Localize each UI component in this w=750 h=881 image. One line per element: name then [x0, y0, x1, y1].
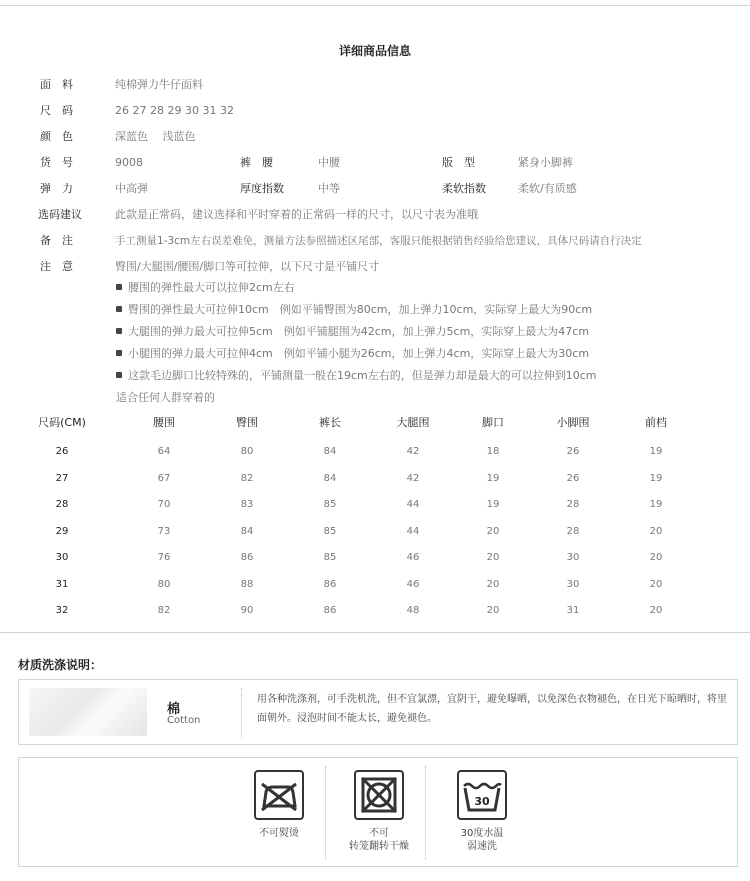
size-table-header: [0, 414, 750, 430]
table-cell: 42: [406, 472, 420, 484]
spec-row-fabric: [0, 77, 750, 93]
table-cell: 20: [486, 525, 500, 537]
table-cell: 20: [649, 525, 663, 537]
table-cell: 26: [566, 446, 580, 457]
spec-row-remark: [0, 233, 750, 249]
header-cell: 脚口: [482, 416, 504, 429]
table-cell: 80: [157, 578, 171, 590]
spec-label: 裤 腰: [240, 156, 273, 169]
bullet-icon: [116, 306, 122, 312]
table-cell: 29: [55, 525, 69, 537]
table-cell: 18: [486, 446, 500, 457]
table-cell: 70: [157, 499, 171, 510]
table-cell: 31: [55, 578, 69, 590]
table-cell: 80: [240, 446, 254, 457]
table-cell: 19: [649, 499, 663, 510]
header-cell: 臀围: [236, 416, 258, 429]
wash-temp-text: 30: [474, 795, 490, 808]
wash-symbols-box: [18, 757, 738, 867]
spec-label: 注 意: [40, 260, 73, 273]
table-cell: 31: [566, 605, 580, 616]
table-cell: 20: [486, 605, 500, 616]
header-cell: 尺码(CM): [38, 416, 86, 429]
spec-row-attention: [0, 259, 750, 275]
table-cell: 32: [55, 605, 69, 616]
table-row: [0, 526, 750, 540]
spec-label: 版 型: [442, 156, 475, 169]
spec-label: 备 注: [40, 234, 73, 247]
table-row: [0, 579, 750, 593]
note-item: 臀围的弹性最大可拉伸10cm 例如平铺臀围为80cm，加上弹力10cm，实际穿上最大为90cm: [116, 302, 592, 318]
table-cell: 84: [240, 525, 254, 537]
table-cell: 28: [55, 499, 69, 510]
wash-divider: [425, 766, 426, 860]
table-cell: 19: [486, 499, 500, 510]
spec-label: 货 号: [40, 156, 73, 169]
spec-label: 柔软指数: [442, 182, 486, 195]
table-cell: 30: [566, 578, 580, 590]
header-cell: 前档: [645, 416, 667, 429]
table-cell: 19: [486, 472, 500, 484]
table-cell: 20: [649, 578, 663, 590]
header-cell: 小脚围: [556, 416, 590, 429]
page-title: 详细商品信息: [338, 44, 411, 58]
spec-row-item: [0, 155, 750, 171]
table-cell: 46: [406, 578, 420, 590]
wash-30-label: 30度水温 弱速洗: [460, 828, 504, 852]
table-cell: 84: [323, 472, 337, 484]
spec-value: 中等: [318, 182, 340, 195]
table-row: [0, 446, 750, 460]
spec-value: 纯棉弹力牛仔面料: [115, 78, 203, 91]
note-item: 这款毛边脚口比较特殊的，平铺测量一般在19cm左右的，但是弹力却是最大的可以拉伸到10cm: [116, 368, 597, 384]
note-item: 小腿围的弹力最大可拉伸4cm 例如平铺小腿为26cm，加上弹力4cm，实际穿上最大为30cm: [116, 346, 589, 362]
no-iron-label: 不可熨烫: [259, 828, 299, 839]
table-cell: 88: [240, 578, 254, 590]
spec-value: 此款是正常码，建议选择和平时穿着的正常码一样的尺寸，以尺寸表为准哦: [115, 208, 478, 221]
care-title: 材质洗涤说明：: [18, 658, 103, 672]
header-cell: 大腿围: [396, 416, 430, 429]
section-divider: [0, 632, 750, 633]
spec-value: 柔软/有质感: [518, 182, 577, 195]
fabric-swatch-image: [29, 688, 147, 736]
wash-divider: [325, 766, 326, 860]
spec-row-stretch: [0, 181, 750, 197]
table-cell: 27: [55, 472, 69, 484]
no-tumble-dry-icon: [354, 770, 404, 820]
care-instructions: 用各种洗涤剂，可手洗机洗，但不宜氯漂，宜阴干，避免曝晒，以免深色衣物褪色，在日光下晾晒时，将里面朝外。浸泡时间不能太长，避免褪色。: [257, 694, 727, 724]
table-cell: 28: [566, 525, 580, 537]
table-cell: 44: [406, 499, 420, 510]
spec-value: 26 27 28 29 30 31 32: [115, 104, 234, 117]
spec-label: 尺 码: [40, 104, 73, 117]
spec-label: 厚度指数: [240, 182, 284, 195]
table-row: [0, 499, 750, 513]
table-cell: 20: [486, 578, 500, 590]
spec-value: 9008: [115, 156, 143, 169]
table-cell: 82: [157, 605, 171, 616]
table-row: [0, 473, 750, 487]
no-iron-icon: [254, 770, 304, 820]
table-cell: 73: [157, 525, 171, 537]
table-cell: 42: [406, 446, 420, 457]
header-cell: 腰围: [153, 416, 175, 429]
spec-value: 中腰: [318, 156, 340, 169]
table-cell: 67: [157, 472, 171, 484]
material-name-cn: 棉: [167, 702, 181, 717]
table-cell: 19: [649, 446, 663, 457]
spec-label: 颜 色: [40, 130, 73, 143]
table-cell: 76: [157, 552, 171, 563]
table-cell: 20: [486, 552, 500, 563]
spec-row-color: [0, 129, 750, 145]
spec-row-size-advice: [0, 207, 750, 223]
table-row: [0, 552, 750, 566]
table-cell: 26: [566, 472, 580, 484]
spec-value: 手工测量1-3cm左右误差难免，测量方法参照描述区尾部，客服只能根据销售经验给您建议，具体尺码请自行决定: [115, 235, 642, 247]
table-cell: 20: [649, 552, 663, 563]
top-divider: [0, 5, 750, 6]
table-cell: 26: [55, 446, 69, 457]
spec-label: 面 料: [40, 78, 73, 91]
no-tumble-dry-label: 不可 转笼翻转干燥: [349, 828, 409, 852]
spec-value: 中高弹: [115, 182, 148, 195]
material-name-en: Cotton: [167, 715, 201, 726]
table-cell: 48: [406, 605, 420, 616]
bullet-icon: [116, 284, 122, 290]
note-item: 大腿围的弹力最大可拉伸5cm 例如平铺腿围为42cm，加上弹力5cm，实际穿上最大为47cm: [116, 324, 589, 340]
material-box: [18, 679, 738, 745]
table-cell: 30: [566, 552, 580, 563]
table-cell: 90: [240, 605, 254, 616]
table-cell: 30: [55, 552, 69, 563]
spec-value: 深蓝色 浅蓝色: [115, 130, 196, 143]
spec-label: 弹 力: [40, 182, 73, 195]
table-row: [0, 605, 750, 619]
wash-30-icon: [457, 770, 507, 820]
spec-label: 选码建议: [38, 208, 82, 221]
table-cell: 85: [323, 525, 337, 537]
note-item: 腰围的弹性最大可以拉伸2cm左右: [116, 280, 295, 296]
material-divider: [241, 688, 242, 738]
table-cell: 85: [323, 552, 337, 563]
spec-value: 紧身小脚裤: [518, 156, 573, 169]
bullet-icon: [116, 372, 122, 378]
table-cell: 46: [406, 552, 420, 563]
table-cell: 44: [406, 525, 420, 537]
table-cell: 28: [566, 499, 580, 510]
table-cell: 86: [323, 578, 337, 590]
table-cell: 86: [323, 605, 337, 616]
table-cell: 84: [323, 446, 337, 457]
table-cell: 85: [323, 499, 337, 510]
table-cell: 20: [649, 605, 663, 616]
table-cell: 19: [649, 472, 663, 484]
note-tail: 适合任何人群穿着的: [116, 391, 215, 404]
spec-row-size: [0, 103, 750, 119]
table-cell: 82: [240, 472, 254, 484]
bullet-icon: [116, 328, 122, 334]
table-cell: 64: [157, 446, 171, 457]
spec-value: 臀围/大腿围/腰围/脚口等可拉伸，以下尺寸是平铺尺寸: [115, 260, 380, 273]
header-cell: 裤长: [319, 416, 341, 429]
table-cell: 86: [240, 552, 254, 563]
table-cell: 83: [240, 499, 254, 510]
bullet-icon: [116, 350, 122, 356]
